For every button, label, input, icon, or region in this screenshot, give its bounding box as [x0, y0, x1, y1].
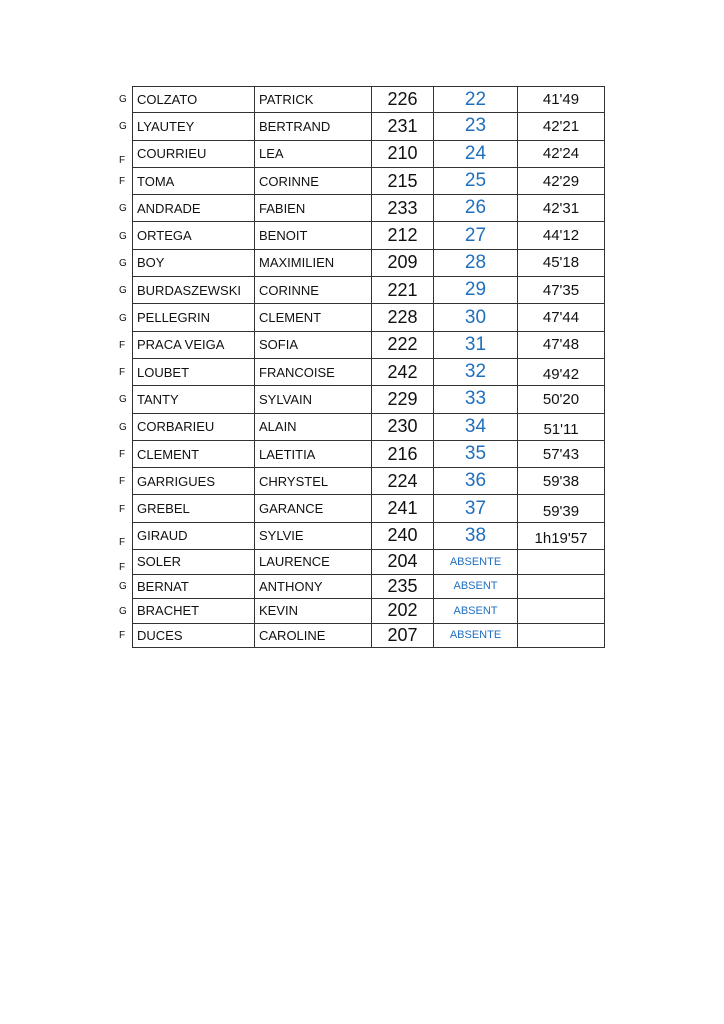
first-name-cell: ANTHONY	[255, 575, 372, 600]
table-row	[116, 599, 605, 624]
gender-cell: G	[119, 203, 127, 215]
bib-number-cell: 212	[372, 222, 434, 249]
bib-number-cell: 240	[372, 523, 434, 550]
table-row	[116, 222, 605, 249]
time-cell: 47'44	[518, 304, 605, 331]
rank-cell: 37	[434, 495, 518, 522]
rank-cell: 24	[434, 141, 518, 168]
first-name-cell: SYLVAIN	[255, 386, 372, 413]
time-cell: 50'20	[518, 386, 605, 413]
rank-cell: 28	[434, 250, 518, 277]
bib-number-cell: 204	[372, 550, 434, 575]
last-name-cell: BERNAT	[132, 575, 255, 600]
time-cell	[518, 599, 605, 624]
rank-cell: 27	[434, 222, 518, 249]
rank-cell: 23	[434, 113, 518, 140]
time-cell: 42'31	[518, 195, 605, 222]
rank-cell: 26	[434, 195, 518, 222]
last-name-cell: GARRIGUES	[132, 468, 255, 495]
gender-cell: G	[119, 230, 127, 242]
gender-cell: F	[119, 154, 126, 166]
time-cell: 57'43	[518, 441, 605, 468]
time-cell: 59'39	[518, 495, 605, 522]
table-row	[116, 386, 605, 413]
last-name-cell: DUCES	[132, 624, 255, 649]
bib-number-cell: 229	[372, 386, 434, 413]
gender-cell: F	[119, 630, 126, 642]
gender-cell: G	[119, 312, 127, 324]
table-row	[116, 304, 605, 331]
table-row	[116, 359, 605, 386]
rank-cell: ABSENTE	[434, 550, 518, 575]
last-name-cell: LYAUTEY	[132, 113, 255, 140]
first-name-cell: KEVIN	[255, 599, 372, 624]
bib-number-cell: 207	[372, 624, 434, 649]
first-name-cell: SOFIA	[255, 332, 372, 359]
last-name-cell: BURDASZEWSKI	[132, 277, 255, 304]
bib-number-cell: 216	[372, 441, 434, 468]
time-cell: 45'18	[518, 250, 605, 277]
gender-cell: G	[119, 605, 127, 617]
last-name-cell: BOY	[132, 250, 255, 277]
first-name-cell: CORINNE	[255, 168, 372, 195]
gender-cell: G	[119, 394, 127, 406]
rank-cell: 30	[434, 304, 518, 331]
gender-cell: F	[119, 367, 126, 379]
first-name-cell: CORINNE	[255, 277, 372, 304]
gender-cell: F	[119, 176, 126, 188]
rank-cell: 22	[434, 86, 518, 113]
last-name-cell: ORTEGA	[132, 222, 255, 249]
first-name-cell: MAXIMILIEN	[255, 250, 372, 277]
bib-number-cell: 226	[372, 86, 434, 113]
last-name-cell: GREBEL	[132, 495, 255, 522]
first-name-cell: LAETITIA	[255, 441, 372, 468]
gender-cell: F	[119, 339, 126, 351]
table-row	[116, 195, 605, 222]
last-name-cell: SOLER	[132, 550, 255, 575]
first-name-cell: SYLVIE	[255, 523, 372, 550]
time-cell: 42'24	[518, 141, 605, 168]
bib-number-cell: 235	[372, 575, 434, 600]
table-row	[116, 523, 605, 550]
first-name-cell: CAROLINE	[255, 624, 372, 649]
time-cell: 49'42	[518, 359, 605, 386]
bib-number-cell: 230	[372, 414, 434, 441]
gender-cell: G	[119, 285, 127, 297]
table-row	[116, 250, 605, 277]
bib-number-cell: 228	[372, 304, 434, 331]
first-name-cell: LEA	[255, 141, 372, 168]
bib-number-cell: 231	[372, 113, 434, 140]
table-row	[116, 277, 605, 304]
table-row	[116, 550, 605, 575]
first-name-cell: FABIEN	[255, 195, 372, 222]
table-row	[116, 113, 605, 140]
last-name-cell: COURRIEU	[132, 141, 255, 168]
last-name-cell: ANDRADE	[132, 195, 255, 222]
table-row	[116, 414, 605, 441]
gender-cell: G	[119, 421, 127, 433]
table-row	[116, 332, 605, 359]
rank-cell: 34	[434, 414, 518, 441]
first-name-cell: FRANCOISE	[255, 359, 372, 386]
table-row	[116, 441, 605, 468]
time-cell: 1h19'57	[518, 523, 605, 550]
rank-cell: 29	[434, 277, 518, 304]
time-cell	[518, 575, 605, 600]
bib-number-cell: 209	[372, 250, 434, 277]
table-row	[116, 168, 605, 195]
time-cell: 47'35	[518, 277, 605, 304]
last-name-cell: TOMA	[132, 168, 255, 195]
time-cell	[518, 624, 605, 649]
time-cell: 42'29	[518, 168, 605, 195]
first-name-cell: ALAIN	[255, 414, 372, 441]
time-cell: 42'21	[518, 113, 605, 140]
rank-cell: ABSENTE	[434, 624, 518, 649]
last-name-cell: CORBARIEU	[132, 414, 255, 441]
rank-cell: 36	[434, 468, 518, 495]
rank-cell: 33	[434, 386, 518, 413]
bib-number-cell: 224	[372, 468, 434, 495]
rank-cell: 35	[434, 441, 518, 468]
table-row	[116, 86, 605, 113]
first-name-cell: GARANCE	[255, 495, 372, 522]
bib-number-cell: 233	[372, 195, 434, 222]
rank-cell: 25	[434, 168, 518, 195]
table-row	[116, 575, 605, 600]
time-cell: 44'12	[518, 222, 605, 249]
time-cell: 51'11	[518, 414, 605, 441]
last-name-cell: TANTY	[132, 386, 255, 413]
rank-cell: ABSENT	[434, 575, 518, 600]
first-name-cell: PATRICK	[255, 86, 372, 113]
gender-cell: G	[119, 121, 127, 133]
bib-number-cell: 221	[372, 277, 434, 304]
first-name-cell: LAURENCE	[255, 550, 372, 575]
first-name-cell: CLEMENT	[255, 304, 372, 331]
table-row	[116, 468, 605, 495]
time-cell: 41'49	[518, 86, 605, 113]
first-name-cell: CHRYSTEL	[255, 468, 372, 495]
results-table	[116, 86, 605, 648]
bib-number-cell: 241	[372, 495, 434, 522]
first-name-cell: BENOIT	[255, 222, 372, 249]
last-name-cell: CLEMENT	[132, 441, 255, 468]
gender-cell: F	[119, 476, 126, 488]
rank-cell: 32	[434, 359, 518, 386]
first-name-cell: BERTRAND	[255, 113, 372, 140]
table-row	[116, 624, 605, 649]
last-name-cell: PRACA VEIGA	[132, 332, 255, 359]
bib-number-cell: 202	[372, 599, 434, 624]
rank-cell: 31	[434, 332, 518, 359]
last-name-cell: BRACHET	[132, 599, 255, 624]
gender-cell: F	[119, 561, 126, 573]
gender-cell: F	[119, 537, 126, 549]
bib-number-cell: 215	[372, 168, 434, 195]
time-cell: 47'48	[518, 332, 605, 359]
rank-cell: 38	[434, 523, 518, 550]
rank-cell: ABSENT	[434, 599, 518, 624]
last-name-cell: GIRAUD	[132, 523, 255, 550]
last-name-cell: PELLEGRIN	[132, 304, 255, 331]
gender-cell: G	[119, 94, 127, 106]
time-cell	[518, 550, 605, 575]
bib-number-cell: 242	[372, 359, 434, 386]
table-row	[116, 141, 605, 168]
gender-cell: G	[119, 257, 127, 269]
last-name-cell: LOUBET	[132, 359, 255, 386]
time-cell: 59'38	[518, 468, 605, 495]
table-row	[116, 495, 605, 522]
bib-number-cell: 210	[372, 141, 434, 168]
last-name-cell: COLZATO	[132, 86, 255, 113]
gender-cell: F	[119, 503, 126, 515]
bib-number-cell: 222	[372, 332, 434, 359]
gender-cell: F	[119, 449, 126, 460]
gender-cell: G	[119, 581, 127, 593]
